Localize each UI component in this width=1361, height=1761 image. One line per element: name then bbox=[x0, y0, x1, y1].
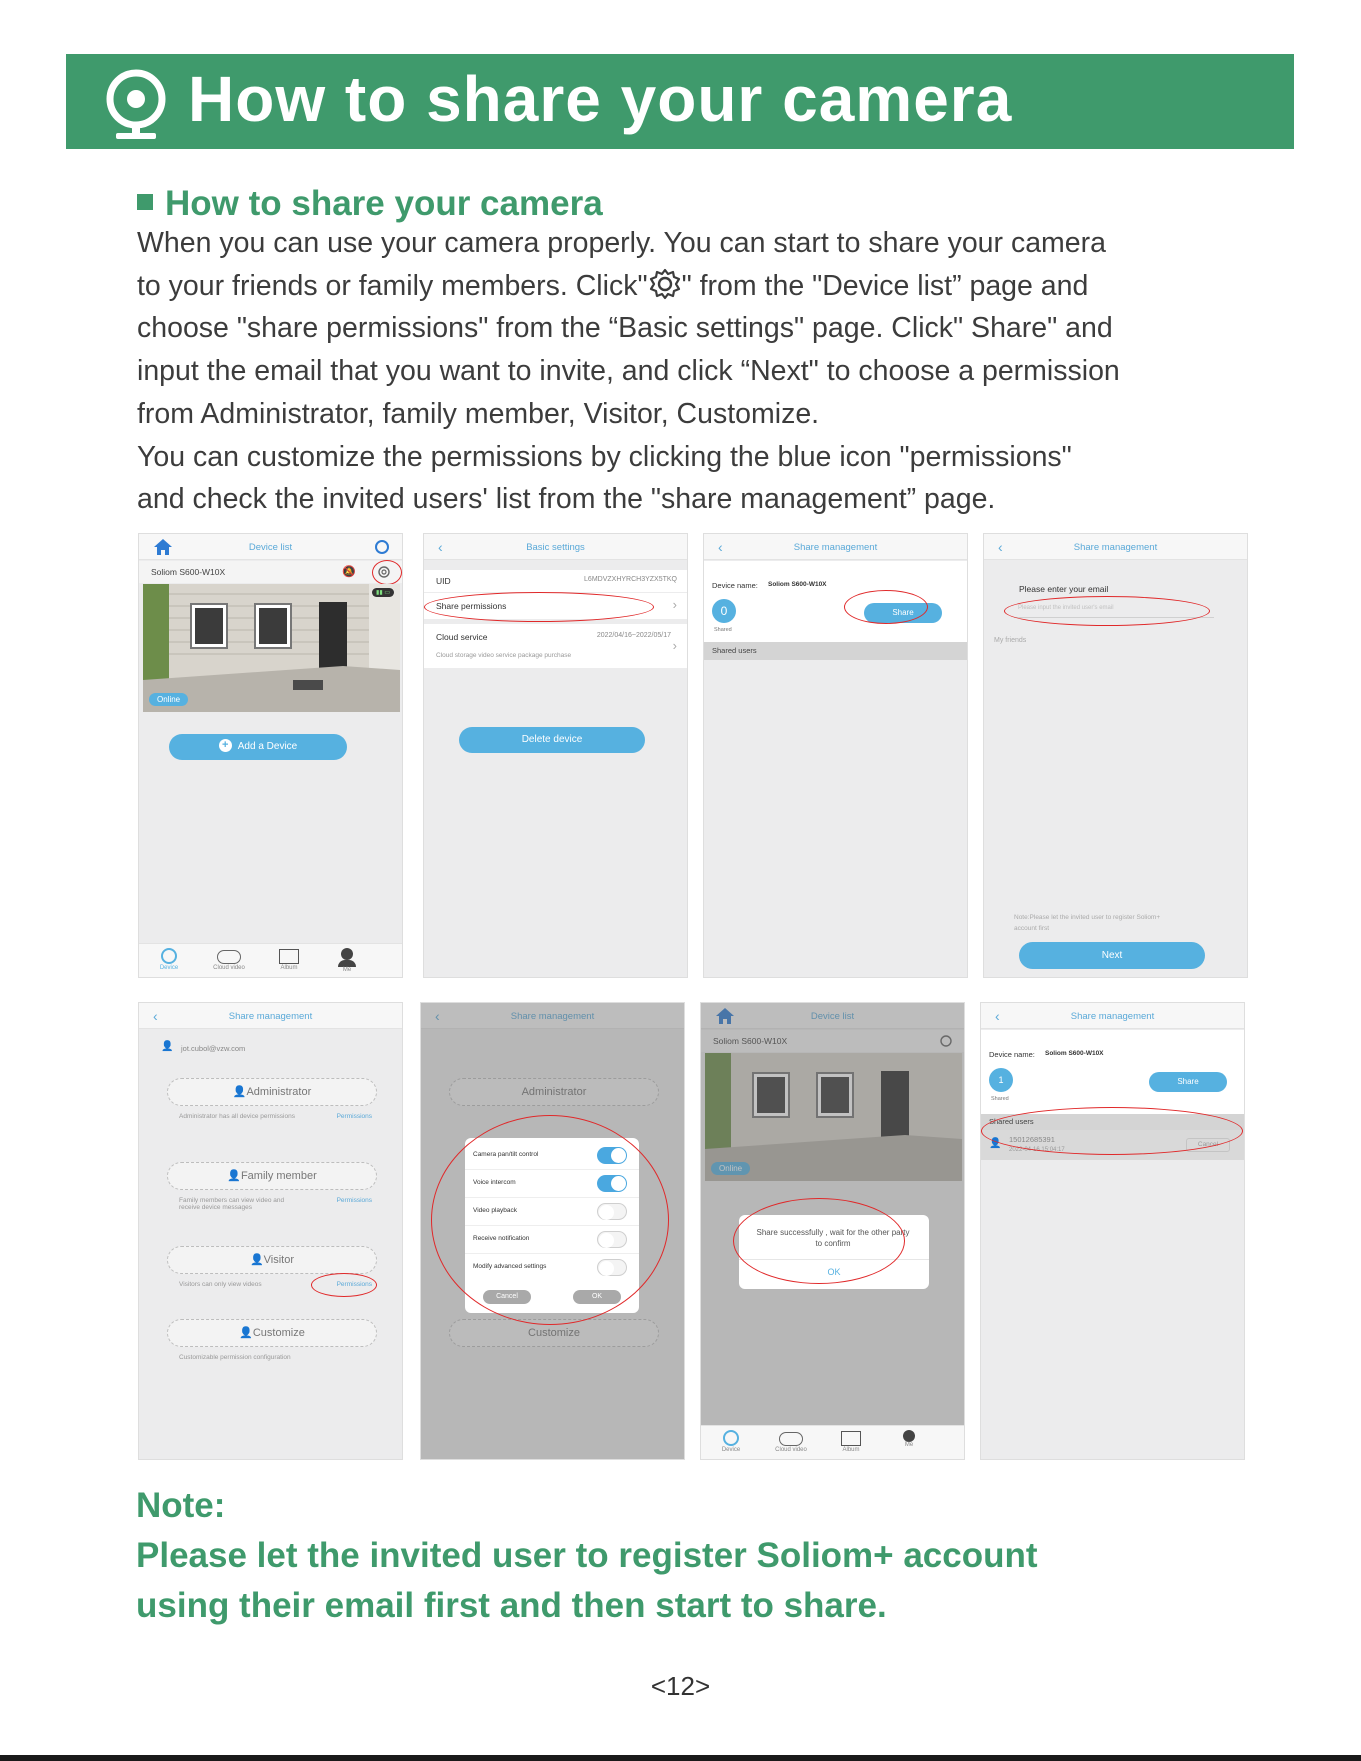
role-desc: Customizable permission configuration bbox=[179, 1354, 291, 1361]
status-badge: Online bbox=[711, 1162, 750, 1175]
text-line: and check the invited users' list from the "share management” page. bbox=[137, 483, 996, 516]
camera-tab-icon bbox=[723, 1430, 739, 1446]
user-date: 2022-04-16 15:04:17 bbox=[1009, 1147, 1065, 1153]
tab-label: Cloud video bbox=[775, 1447, 807, 1453]
screenshot-grid bbox=[137, 530, 1245, 1460]
text-line bbox=[137, 265, 1257, 308]
permissions-link[interactable]: Permissions bbox=[336, 1113, 372, 1120]
chevron-right-icon: › bbox=[672, 638, 677, 653]
screen-title: Share management bbox=[793, 542, 878, 553]
back-chevron-icon[interactable]: ‹ bbox=[718, 539, 723, 555]
role-icon: 👤 bbox=[249, 1254, 264, 1266]
uid-value: L6MDVZXHYRCH3YZX5TKQ bbox=[584, 576, 677, 583]
screen-title: Share management bbox=[1073, 542, 1158, 553]
tab-cloud-video[interactable] bbox=[209, 946, 249, 971]
chevron-right-icon: › bbox=[672, 597, 677, 612]
register-note: Note:Please let the invited user to register Soliom+ account first bbox=[1014, 914, 1161, 932]
success-message: Share successfully , wait for the other party to confirm bbox=[756, 1228, 910, 1248]
cloud-service-date: 2022/04/16~2022/05/17 bbox=[596, 632, 671, 639]
highlight-circle bbox=[424, 592, 654, 622]
shared-users-label: Shared users bbox=[989, 1117, 1034, 1126]
tab-label: Album bbox=[280, 965, 298, 971]
nav-bar bbox=[981, 1003, 1244, 1029]
ok-button[interactable]: OK bbox=[573, 1290, 621, 1304]
cloud-service-row[interactable] bbox=[424, 624, 687, 668]
tab-me[interactable] bbox=[889, 1428, 929, 1448]
cloud-icon bbox=[217, 950, 241, 964]
screen-basic-settings bbox=[423, 533, 688, 978]
highlight-circle bbox=[733, 1198, 905, 1284]
album-icon bbox=[279, 949, 299, 964]
camera-tab-icon bbox=[161, 948, 177, 964]
highlight-circle bbox=[1004, 596, 1210, 626]
tab-album[interactable] bbox=[269, 946, 309, 971]
device-name: Soliom S600-W10X bbox=[151, 567, 226, 577]
delete-device-button[interactable]: Delete device bbox=[459, 727, 645, 753]
cloud-service-label: Cloud service bbox=[436, 632, 488, 642]
user-icon: 👤 bbox=[989, 1138, 1002, 1149]
highlight-circle bbox=[431, 1115, 669, 1325]
user-icon bbox=[903, 1430, 915, 1442]
invitee-email: jot.cubol@vzw.com bbox=[181, 1044, 246, 1053]
page-number: <12> bbox=[650, 1671, 711, 1701]
shared-users-label: Shared users bbox=[712, 646, 757, 655]
nav-bar bbox=[704, 534, 967, 560]
next-button[interactable]: Next bbox=[1019, 942, 1205, 969]
role-desc: Administrator has all device permissions bbox=[179, 1113, 295, 1120]
highlight-circle bbox=[844, 590, 928, 624]
back-chevron-icon[interactable]: ‹ bbox=[998, 539, 1003, 555]
refresh-icon[interactable] bbox=[374, 539, 390, 555]
email-prompt: Please enter your email bbox=[1019, 584, 1109, 594]
text-line: input the email that you want to invite, and click “Next" to choose a permission bbox=[137, 355, 1120, 388]
role-icon: 👤 bbox=[227, 1170, 241, 1182]
back-chevron-icon[interactable]: ‹ bbox=[435, 1008, 440, 1024]
permissions-link[interactable]: Permissions bbox=[336, 1281, 372, 1288]
option-label: Modify advanced settings bbox=[473, 1263, 547, 1270]
bullet-square-icon bbox=[137, 194, 153, 210]
role-name: Administrator bbox=[246, 1086, 312, 1098]
text-line: You can customize the permissions by clicking the blue icon "permissions" bbox=[137, 440, 1072, 473]
text-line: When you can use your camera properly. You can start to share your camera bbox=[137, 227, 1106, 259]
uid-row bbox=[424, 570, 687, 592]
screen-share-success bbox=[700, 1002, 965, 1460]
role-desc: Family members can view video and receive device messages bbox=[179, 1197, 285, 1211]
text-fragment: " from the "Device list” page and bbox=[681, 269, 1089, 302]
role-name: Administrator bbox=[521, 1086, 587, 1098]
tab-label: Me bbox=[342, 967, 352, 973]
album-icon bbox=[841, 1431, 861, 1446]
cancel-button[interactable]: Cancel bbox=[483, 1290, 531, 1304]
note-line: using their email first and then start to share. bbox=[136, 1586, 887, 1625]
option-label: Receive notification bbox=[473, 1235, 530, 1242]
shared-count: 0 bbox=[712, 599, 736, 623]
nav-bar bbox=[139, 534, 402, 560]
screen-enter-email bbox=[983, 533, 1248, 978]
tab-album[interactable] bbox=[831, 1428, 871, 1453]
device-info-panel bbox=[981, 1030, 1244, 1114]
shared-label: Shared bbox=[991, 1096, 1009, 1102]
ok-button[interactable]: OK bbox=[827, 1267, 841, 1277]
role-visitor[interactable] bbox=[167, 1246, 377, 1274]
cancel-share-button[interactable]: Cancel bbox=[1186, 1138, 1230, 1152]
device-name-label: Device name: bbox=[989, 1050, 1035, 1059]
status-badge: Online bbox=[149, 693, 188, 706]
highlight-circle bbox=[981, 1107, 1243, 1155]
role-icon: 👤 bbox=[239, 1327, 253, 1339]
role-icon: 👤 bbox=[232, 1086, 247, 1098]
device-name-value: Soliom S600-W10X bbox=[1045, 1050, 1104, 1057]
text-line: choose "share permissions" from the “Basic settings" page. Click" Share" and bbox=[137, 312, 1113, 345]
user-id: 15012685391 bbox=[1009, 1135, 1055, 1144]
bottom-rule bbox=[0, 1755, 1361, 1761]
tab-me[interactable] bbox=[327, 946, 367, 973]
shared-count: 1 bbox=[989, 1068, 1013, 1092]
camera-preview[interactable] bbox=[143, 584, 400, 712]
tab-bar bbox=[139, 943, 402, 977]
option-label: Camera pan/tilt control bbox=[473, 1151, 539, 1158]
permissions-link[interactable]: Permissions bbox=[336, 1197, 372, 1204]
screen-title: Share management bbox=[510, 1011, 595, 1022]
back-chevron-icon[interactable]: ‹ bbox=[153, 1008, 158, 1024]
nav-bar bbox=[984, 534, 1247, 560]
tab-cloud-video[interactable] bbox=[771, 1428, 811, 1453]
gear-icon bbox=[648, 267, 682, 301]
add-device-button[interactable] bbox=[169, 734, 347, 760]
role-name: Visitor bbox=[263, 1254, 295, 1266]
option-label: Video playback bbox=[473, 1207, 517, 1214]
role-name: Customize bbox=[528, 1327, 580, 1339]
device-name-value: Soliom S600-W10X bbox=[768, 581, 827, 588]
text-line: from Administrator, family member, Visitor, Customize. bbox=[137, 397, 820, 430]
plus-icon: + bbox=[219, 739, 232, 752]
device-name-label: Device name: bbox=[712, 581, 758, 590]
screen-title: Share management bbox=[228, 1011, 313, 1022]
tab-label: Cloud video bbox=[213, 965, 245, 971]
header-banner bbox=[66, 54, 1294, 149]
text-fragment: to your friends or family members. Click" bbox=[137, 269, 648, 302]
email-placeholder: Please input the invited user's email bbox=[1018, 605, 1114, 611]
device-name: Soliom S600-W10X bbox=[713, 1036, 788, 1046]
role-name: Customize bbox=[252, 1327, 305, 1339]
share-permissions-label: Share permissions bbox=[436, 601, 507, 611]
screen-customize-permissions bbox=[420, 1002, 685, 1460]
camera-icon bbox=[96, 69, 176, 145]
tab-device[interactable] bbox=[711, 1428, 751, 1453]
screen-title: Share management bbox=[1070, 1011, 1155, 1022]
option-label: Voice intercom bbox=[473, 1179, 516, 1186]
uid-label: UID bbox=[436, 576, 451, 586]
tab-bar bbox=[701, 1425, 964, 1459]
tab-label: Album bbox=[842, 1447, 860, 1453]
screen-permission-roles bbox=[138, 1002, 403, 1460]
section-title-text: How to share your camera bbox=[165, 184, 603, 223]
share-button[interactable]: Share bbox=[864, 603, 942, 623]
role-family-member[interactable] bbox=[167, 1162, 377, 1190]
bell-off-icon[interactable]: 🔕 bbox=[342, 566, 356, 578]
nav-bar bbox=[139, 1003, 402, 1029]
highlight-circle bbox=[311, 1273, 377, 1297]
shared-label: Shared bbox=[714, 627, 732, 633]
role-desc: Visitors can only view videos bbox=[179, 1281, 262, 1288]
screen-device-list bbox=[138, 533, 403, 978]
tab-label: Device bbox=[159, 965, 179, 971]
screen-title: Device list bbox=[248, 542, 293, 553]
user-icon: 👤 bbox=[161, 1041, 174, 1052]
screen-share-management bbox=[703, 533, 968, 978]
user-icon bbox=[341, 948, 353, 960]
tab-device[interactable] bbox=[149, 946, 189, 971]
note-line: Please let the invited user to register Soliom+ account bbox=[136, 1536, 1038, 1575]
role-administrator[interactable] bbox=[167, 1078, 377, 1106]
add-device-label: Add a Device bbox=[237, 741, 298, 752]
role-name: Family member bbox=[240, 1170, 317, 1182]
highlight-circle bbox=[372, 560, 402, 585]
page-title: How to share your camera bbox=[188, 63, 1013, 135]
screen-title: Device list bbox=[810, 1011, 855, 1022]
device-row[interactable] bbox=[139, 561, 402, 583]
shared-users-header bbox=[704, 642, 967, 660]
screen-shared-users bbox=[980, 1002, 1245, 1460]
role-customize[interactable] bbox=[167, 1319, 377, 1347]
tab-label: Device bbox=[721, 1447, 741, 1453]
cloud-icon bbox=[779, 1432, 803, 1446]
note-title: Note: bbox=[136, 1486, 226, 1525]
screen-title: Basic settings bbox=[526, 542, 585, 553]
my-friends-label: My friends bbox=[994, 637, 1027, 644]
back-chevron-icon[interactable]: ‹ bbox=[438, 539, 443, 555]
nav-bar bbox=[424, 534, 687, 560]
tab-label: Me bbox=[904, 1442, 914, 1448]
section-title bbox=[137, 184, 603, 224]
instructions-text bbox=[137, 222, 1257, 521]
share-button[interactable]: Share bbox=[1149, 1072, 1227, 1092]
signal-battery-badge: ▮▮ ▭ bbox=[372, 588, 394, 597]
user-icon-body bbox=[338, 960, 356, 967]
cloud-service-subtext: Cloud storage video service package purchase bbox=[436, 652, 572, 659]
back-chevron-icon[interactable]: ‹ bbox=[995, 1008, 1000, 1024]
